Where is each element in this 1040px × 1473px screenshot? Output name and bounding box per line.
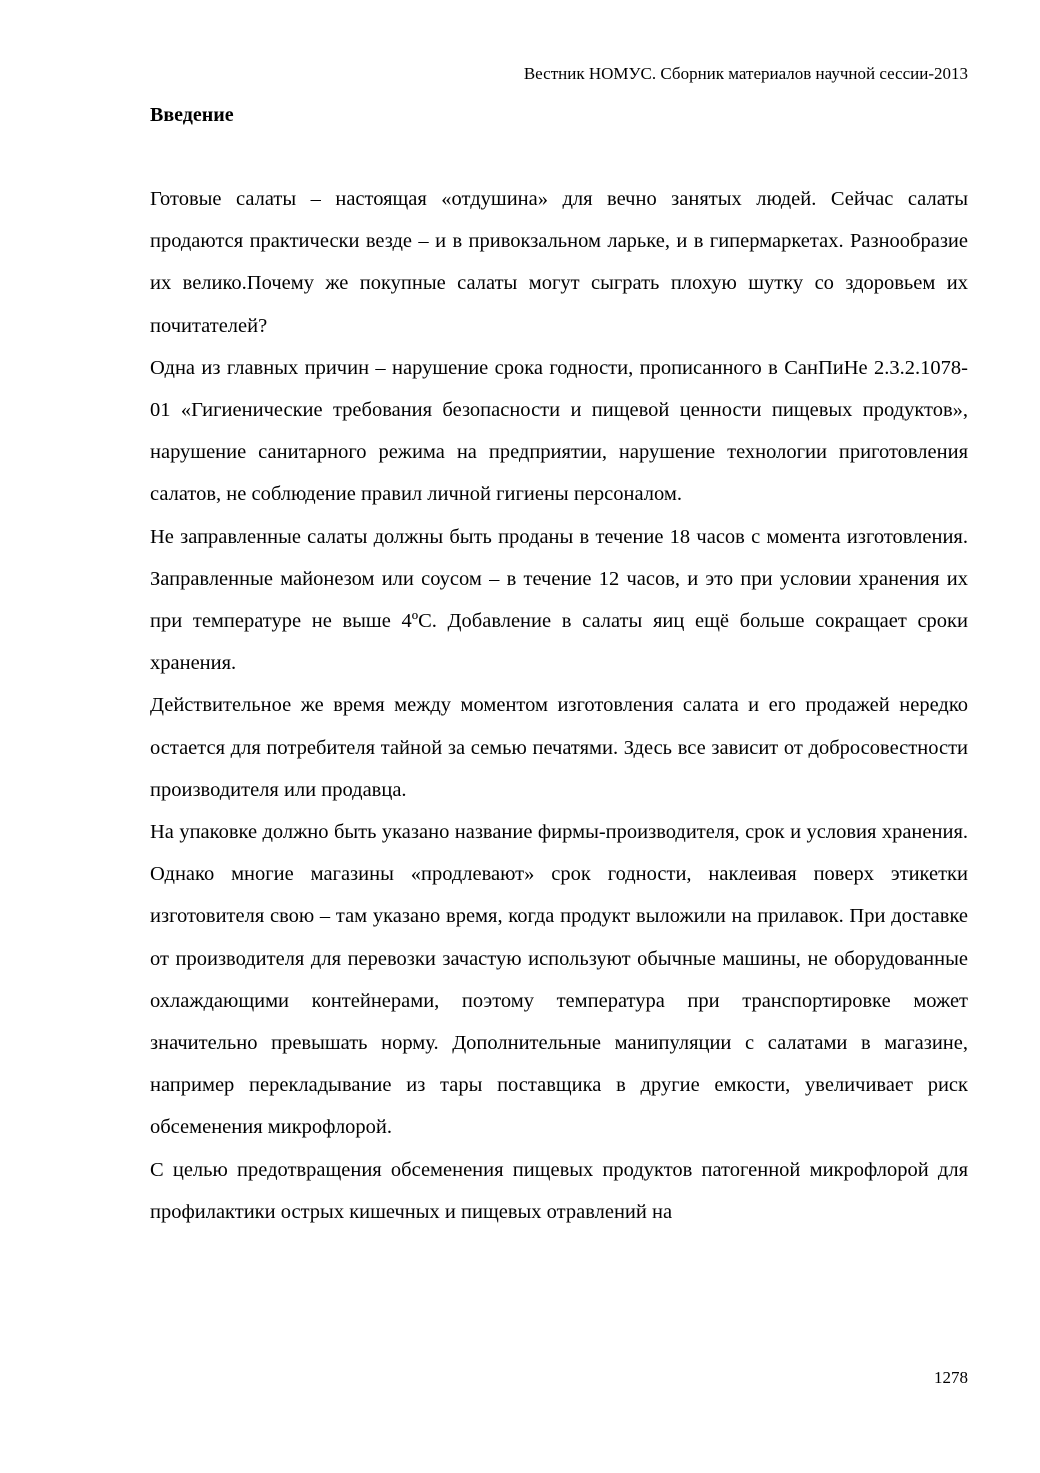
body-text <box>150 178 968 1233</box>
paragraph-3: Не заправленные салаты должны быть проданы в течение 18 часов с момента изготовления. Заправленные майонезом или соусом – в течение 12 часов, и это при условии хранения их при температуре не выше 4ºС. Добавление в салаты яиц ещё больше сокращает сроки хранения. <box>150 525 968 675</box>
paragraph-4: Действительное же время между моментом изготовления салата и его продажей нередко остается для потребителя тайной за семью печатями. Здесь все зависит от добросовестности производителя или продавца. <box>150 694 968 801</box>
paragraph-1: Готовые салаты – настоящая «отдушина» для вечно занятых людей. Сейчас салаты продаются практически везде – и в привокзальном ларьке, и в гипермаркетах. Разнообразие их велико.Почему же покупные салаты могут сыграть плохую шутку со здоровьем их почитателей? <box>150 188 968 337</box>
paragraph-5: На упаковке должно быть указано название фирмы-производителя, срок и условия хранения. Однако многие магазины «продлевают» срок годности, наклеивая поверх этикетки изготовителя свою – там указано время, когда продукт выложили на прилавок. При доставке от производителя для перевозки зачастую используют обычные машины, не оборудованные охлаждающими контейнерами, поэтому температура при транспортировке может значительно превышать норму. Дополнительные манипуляции с салатами в магазине, например перекладывание из тары поставщика в другие емкости, увеличивает риск обсеменения микрофлорой. <box>150 821 968 1139</box>
running-header: Вестник НОМУС. Сборник материалов научной сессии-2013 <box>523 64 968 83</box>
paragraph-6: С целью предотвращения обсеменения пищевых продуктов патогенной микрофлорой для профилактики острых кишечных и пищевых отравлений на <box>150 1158 968 1223</box>
section-title: Введение <box>150 104 234 126</box>
page-number: 1278 <box>934 1368 968 1387</box>
paragraph-2: Одна из главных причин – нарушение срока годности, прописанного в СанПиНе 2.3.2.1078-01 «Гигиенические требования безопасности и пищевой ценности пищевых продуктов», нарушение санитарного режима на предприятии, нарушение технологии приготовления салатов, не соблюдение правил личной гигиены персоналом. <box>150 356 968 506</box>
